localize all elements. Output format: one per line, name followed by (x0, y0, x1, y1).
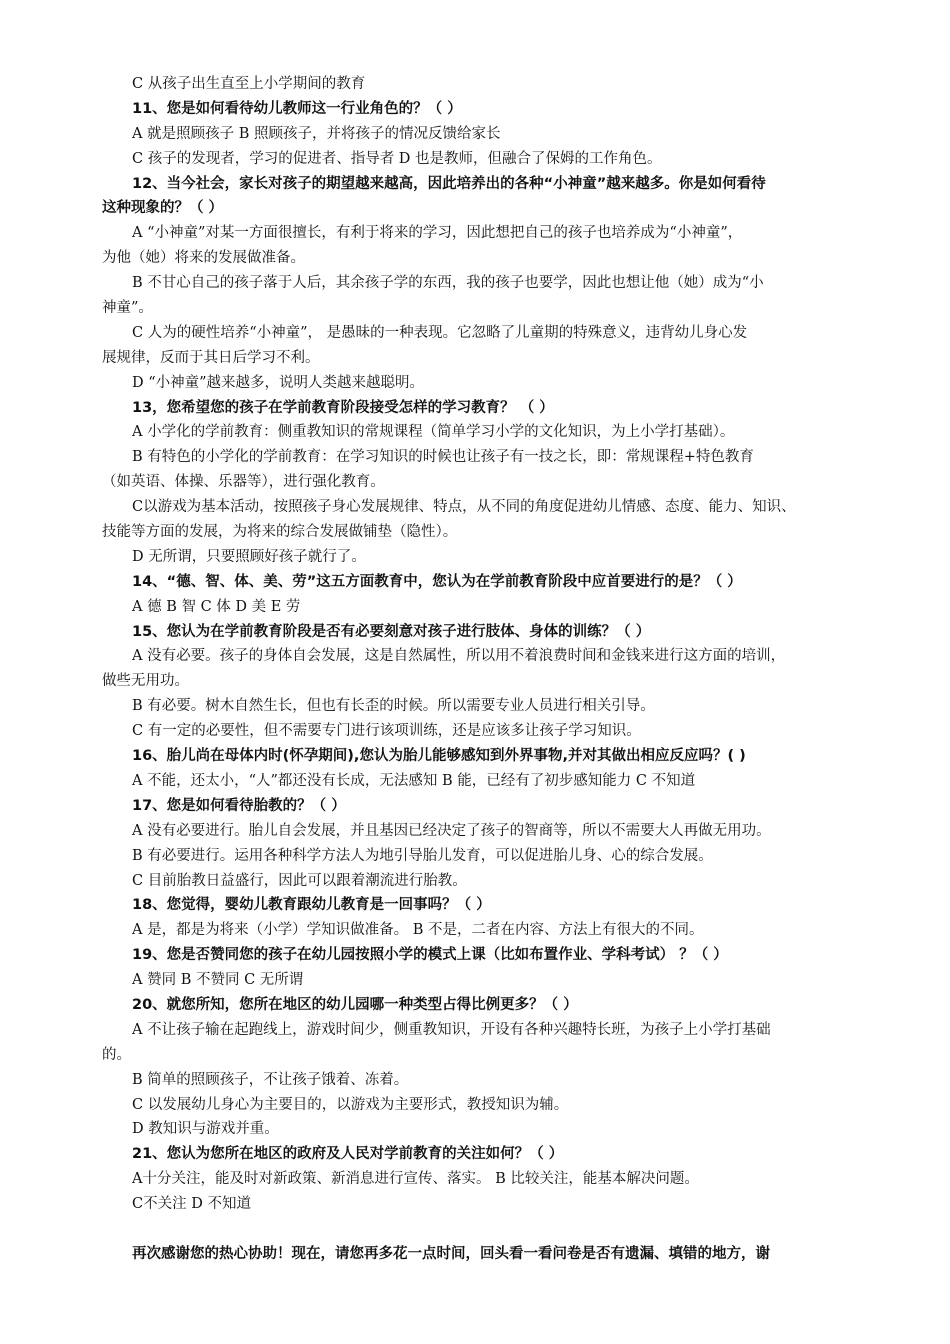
question-line: 13，您希望您的孩子在学前教育阶段接受怎样的学习教育？ （ ） (132, 399, 554, 416)
option-line: B 简单的照顾孩子，不让孩子饿着、冻着。 (132, 1071, 409, 1088)
question-line: 21、您认为您所在地区的政府及人民对学前教育的关注如何？（ ） (132, 1146, 564, 1163)
option-line: A 没有必要进行。胎儿自会发展，并且基因已经决定了孩子的智商等，所以不需要大人再做无用功。 (132, 822, 771, 839)
option-line: C 孩子的发现者，学习的促进者、指导者 D 也是教师，但融合了保姆的工作角色。 (132, 150, 662, 167)
question-line: 18、您觉得，婴幼儿教育跟幼儿教育是一回事吗？（ ） (132, 897, 491, 914)
option-line: C 以发展幼儿身心为主要目的，以游戏为主要形式，教授知识为辅。 (132, 1096, 569, 1113)
option-line: A 不能，还太小，“人”都还没有长成，无法感知 B 能，已经有了初步感知能力 C 不知道 (132, 772, 696, 789)
question-line: 14、“德、智、体、美、劳”这五方面教育中，您认为在学前教育阶段中应首要进行的是？（ ） (132, 573, 742, 590)
option-line: A 不让孩子输在起跑线上，游戏时间少，侧重教知识，开设有各种兴趣特长班，为孩子上小学打基础 (132, 1021, 771, 1038)
question-line: 17、您是如何看待胎教的？（ ） (132, 797, 346, 814)
question-continuation: 这种现象的？（ ） (102, 200, 224, 217)
option-continuation: 的。 (102, 1046, 131, 1063)
option-line: C 目前胎教日益盛行，因此可以跟着潮流进行胎教。 (132, 872, 467, 889)
option-line: C以游戏为基本活动，按照孩子身心发展规律、特点，从不同的角度促进幼儿情感、态度、能力、知识、 (132, 499, 796, 516)
question-line: 11、您是如何看待幼儿教师这一行业角色的？（ ） (132, 100, 462, 117)
closing-note: 再次感谢您的热心协助！现在，请您再多花一点时间，回头看一看问卷是否有遗漏、填错的地方，谢 (132, 1245, 770, 1262)
option-line: D 教知识与游戏并重。 (132, 1121, 279, 1138)
option-line: C 人为的硬性培养“小神童”， 是愚昧的一种表现。它忽略了儿童期的特殊意义，违背幼儿身心发 (132, 324, 748, 341)
option-line: A 小学化的学前教育：侧重教知识的常规课程（简单学习小学的文化知识，为上小学打基础）。 (132, 424, 735, 441)
option-continuation: 为他（她）将来的发展做准备。 (102, 250, 305, 267)
question-line: 12、当今社会，家长对孩子的期望越来越高，因此培养出的各种“小神童”越来越多。你是如何看待 (132, 175, 766, 192)
option-line: B 有必要。树木自然生长，但也有长歪的时候。所以需要专业人员进行相关引导。 (132, 698, 655, 715)
option-line: B 不甘心自己的孩子落于人后，其余孩子学的东西，我的孩子也要学，因此也想让他（她）成为“小 (132, 275, 764, 292)
option-line: D “小神童”越来越多，说明人类越来越聪明。 (132, 374, 425, 391)
question-line: 15、您认为在学前教育阶段是否有必要刻意对孩子进行肢体、身体的训练？（ ） (132, 623, 651, 640)
blank-line (102, 1217, 852, 1242)
option-line: B 有特色的小学化的学前教育：在学习知识的时候也让孩子有一技之长，即：常规课程+特色教育 (132, 449, 754, 466)
option-continuation: 做些无用功。 (102, 673, 189, 690)
question-line: 19、您是否赞同您的孩子在幼儿园按照小学的模式上课（比如布置作业、学科考试） ？（ ） (132, 947, 728, 964)
option-line: A “小神童”对某一方面很擅长，有利于将来的学习，因此想把自己的孩子也培养成为“小神童”， (132, 225, 743, 242)
option-continuation: 神童”。 (102, 300, 153, 317)
option-line: A 赞同 B 不赞同 C 无所谓 (132, 972, 304, 989)
option-line: C 有一定的必要性，但不需要专门进行该项训练，还是应该多让孩子学习知识。 (132, 723, 641, 740)
option-continuation: （如英语、体操、乐器等），进行强化教育。 (102, 474, 385, 491)
option-continuation: 展规律，反而于其日后学习不利。 (102, 349, 320, 366)
questionnaire-body (102, 72, 852, 1267)
option-line: B 有必要进行。运用各种科学方法人为地引导胎儿发育，可以促进胎儿身、心的综合发展。 (132, 847, 713, 864)
option-line: A 是，都是为将来（小学）学知识做准备。 B 不是，二者在内容、方法上有很大的不同。 (132, 922, 704, 939)
option-line: A 就是照顾孩子 B 照顾孩子，并将孩子的情况反馈给家长 (132, 125, 501, 142)
option-line: A 没有必要。孩子的身体自会发展，这是自然属性，所以用不着浪费时间和金钱来进行这方面的培训， (132, 648, 786, 665)
option-line: C不关注 D 不知道 (132, 1196, 251, 1213)
question-line: 16、胎儿尚在母体内时(怀孕期间),您认为胎儿能够感知到外界事物,并对其做出相应反应吗？( ) (132, 748, 746, 765)
question-line: 20、就您所知，您所在地区的幼儿园哪一种类型占得比例更多？（ ） (132, 996, 578, 1013)
option-line: C 从孩子出生直至上小学期间的教育 (132, 76, 366, 92)
option-line: A 德 B 智 C 体 D 美 E 劳 (132, 598, 301, 615)
option-continuation: 技能等方面的发展，为将来的综合发展做铺垫（隐性）。 (102, 524, 458, 541)
option-line: D 无所谓，只要照顾好孩子就行了。 (132, 548, 366, 565)
option-line: A十分关注，能及时对新政策、新消息进行宣传、落实。 B 比较关注，能基本解决问题。 (132, 1171, 699, 1188)
